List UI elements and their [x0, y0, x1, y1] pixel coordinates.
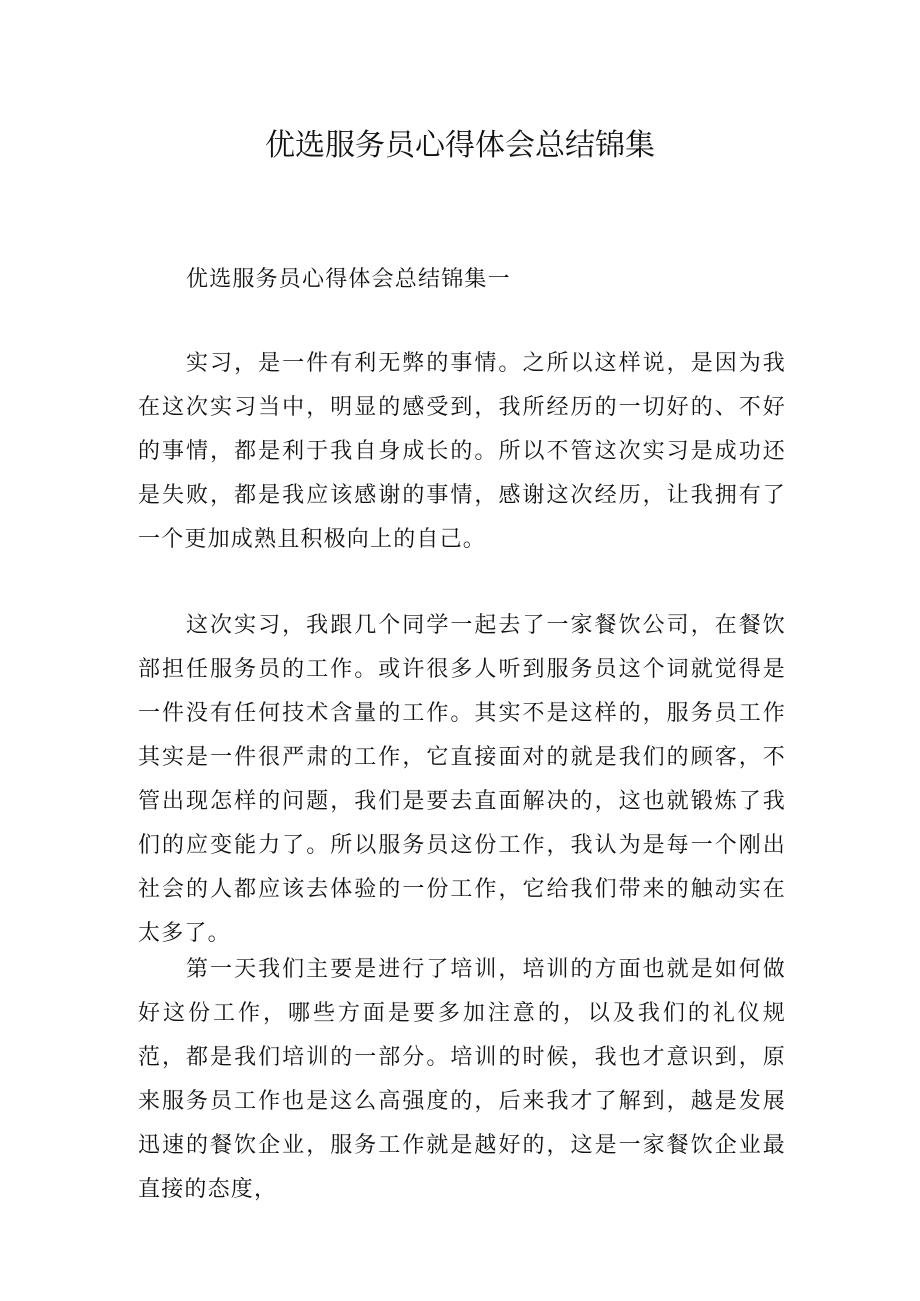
paragraph-2: 这次实习，我跟几个同学一起去了一家餐饮公司，在餐饮部担任服务员的工作。或许很多人听到服务员这个词就觉得是一件没有任何技术含量的工作。其实不是这样的，服务员工作其实是一件很严肃的工作，它直接面对的就是我们的顾客，不管出现怎样的问题，我们是要去直面解决的，这也就锻炼了我们的应变能力了。所以服务员这份工作，我认为是每一个刚出社会的人都应该去体验的一份工作，它给我们带来的触动实在太多了。 [138, 613, 786, 946]
section-heading: 优选服务员心得体会总结锦集一 [186, 267, 511, 292]
document-title: 优选服务员心得体会总结锦集 [265, 128, 655, 163]
paragraph-3: 第一天我们主要是进行了培训，培训的方面也就是如何做好这份工作，哪些方面是要多加注意的，以及我们的礼仪规范，都是我们培训的一部分。培训的时候，我也才意识到，原来服务员工作也是这么高强度的，后来我才了解到，越是发展迅速的餐饮企业，服务工作就是越好的，这是一家餐饮企业最直接的态度， [138, 957, 786, 1202]
paragraph-1: 实习，是一件有利无弊的事情。之所以这样说，是因为我在这次实习当中，明显的感受到，我所经历的一切好的、不好的事情，都是利于我自身成长的。所以不管这次实习是成功还是失败，都是我应该感谢的事情，感谢这次经历，让我拥有了一个更加成熟且积极向上的自己。 [138, 351, 786, 552]
